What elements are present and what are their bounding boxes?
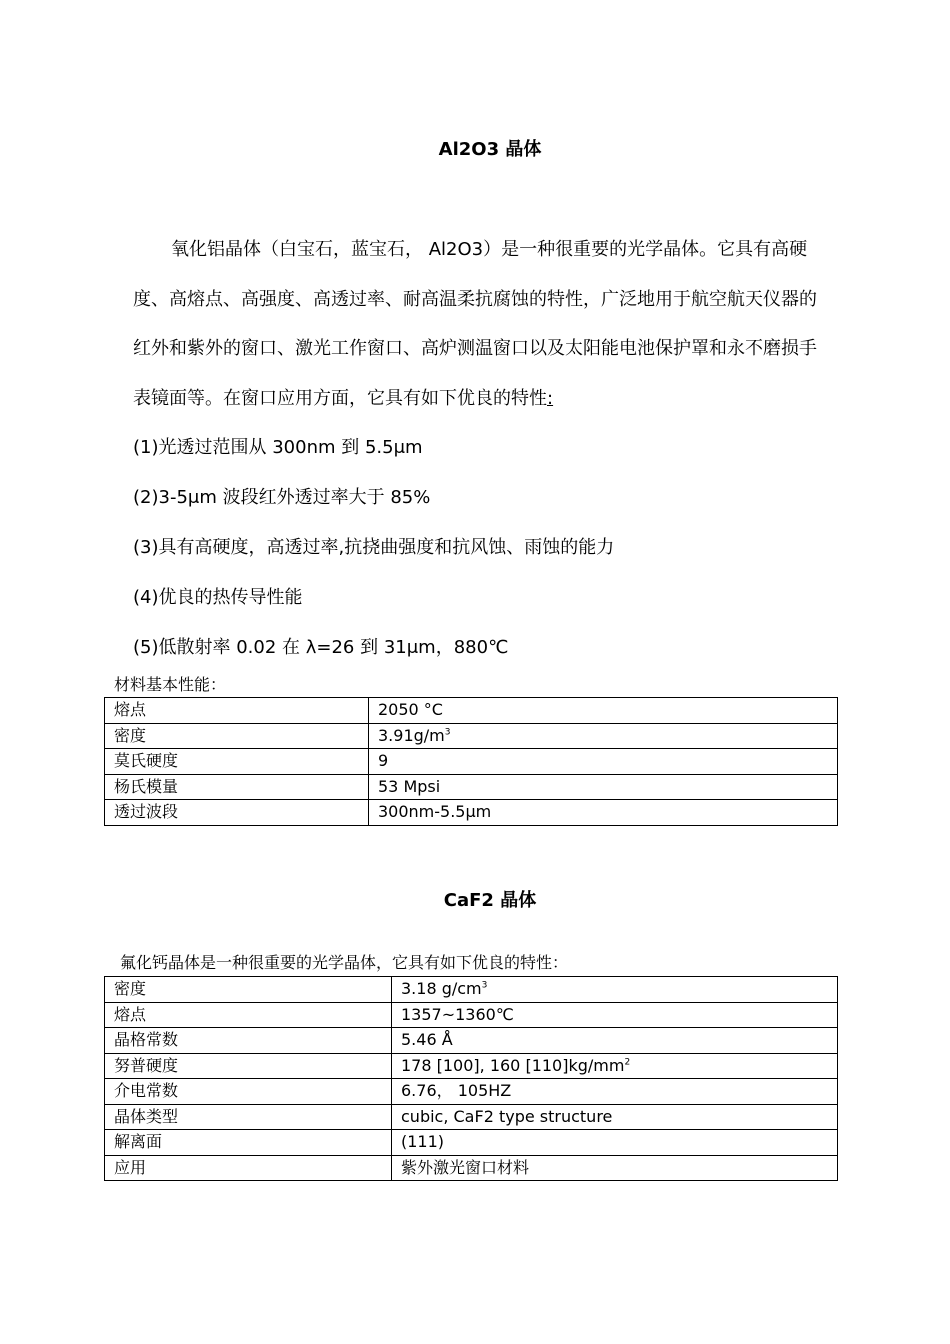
caf2-properties-table [104, 976, 838, 1181]
property-value: 1357~1360℃ [392, 1002, 838, 1028]
property-value: 2050 °C [369, 698, 838, 724]
property-value: 9 [369, 749, 838, 775]
property-value: 5.46 Å [392, 1028, 838, 1054]
property-value: (111) [392, 1130, 838, 1156]
table-row [105, 1053, 838, 1079]
property-label: 解离面 [105, 1130, 392, 1156]
table-row [105, 1079, 838, 1105]
table-caption-caf2: 氟化钙晶体是一种很重要的光学晶体，它具有如下优良的特性： [120, 953, 569, 972]
table-row [105, 698, 838, 724]
table-row [105, 1002, 838, 1028]
property-value: 紫外激光窗口材料 [392, 1155, 838, 1181]
property-label: 熔点 [105, 698, 369, 724]
property-value: 6.76， 105HZ [392, 1079, 838, 1105]
feature-item: (1)光透过范围从 300nm 到 5.5μm [133, 437, 423, 458]
property-label: 熔点 [105, 1002, 392, 1028]
intro-tail: : [547, 388, 554, 410]
al2o3-properties-table [104, 697, 838, 826]
property-label: 介电常数 [105, 1079, 392, 1105]
property-label: 密度 [105, 977, 392, 1003]
property-value: 178 [100], 160 $[110]kg/mm^2$ [392, 1053, 838, 1079]
table-row [105, 800, 838, 826]
section-title-al2o3: Al2O3 晶体 [438, 139, 542, 160]
property-label: 应用 [105, 1155, 392, 1181]
table-row [105, 1155, 838, 1181]
property-label: 透过波段 [105, 800, 369, 826]
property-value: 53 Mpsi [369, 774, 838, 800]
table-row [105, 723, 838, 749]
table-caption-al2o3: 材料基本性能： [114, 675, 227, 694]
table-row [105, 1104, 838, 1130]
feature-item: (3)具有高硬度，高透过率,抗挠曲强度和抗风蚀、雨蚀的能力 [133, 537, 615, 558]
property-value: 300nm-5.5μm [369, 800, 838, 826]
intro-text: 氧化铝晶体（白宝石，蓝宝石， Al2O3）是一种很重要的光学晶体。它具有高硬度、高熔点、高强度、高透过率、耐高温柔抗腐蚀的特性，广泛地用于航空航天仪器的红外和紫外的窗口、激光工作窗口、高炉测温窗口以及太阳能电池保护罩和永不磨损手表镜面等。在窗口应用方面，它具有如下优良的特性 [133, 239, 817, 410]
table-row [105, 977, 838, 1003]
table-row [105, 1028, 838, 1054]
property-label: 努普硬度 [105, 1053, 392, 1079]
property-label: 杨氏模量 [105, 774, 369, 800]
property-value: $3.91g/m^3$ [369, 723, 838, 749]
intro-paragraph [133, 225, 833, 424]
property-label: 莫氏硬度 [105, 749, 369, 775]
feature-item: (4)优良的热传导性能 [133, 587, 303, 608]
table-row [105, 774, 838, 800]
property-label: 密度 [105, 723, 369, 749]
property-label: 晶体类型 [105, 1104, 392, 1130]
table-row [105, 1130, 838, 1156]
property-value: 3.18 $g/cm^3$ [392, 977, 838, 1003]
table-row [105, 749, 838, 775]
property-label: 晶格常数 [105, 1028, 392, 1054]
section-title-caf2: CaF2 晶体 [443, 890, 537, 911]
feature-item: (5)低散射率 0.02 在 λ=26 到 31μm，880℃ [133, 637, 509, 658]
feature-item: (2)3-5μm 波段红外透过率大于 85% [133, 487, 431, 508]
property-value: cubic, CaF2 type structure [392, 1104, 838, 1130]
